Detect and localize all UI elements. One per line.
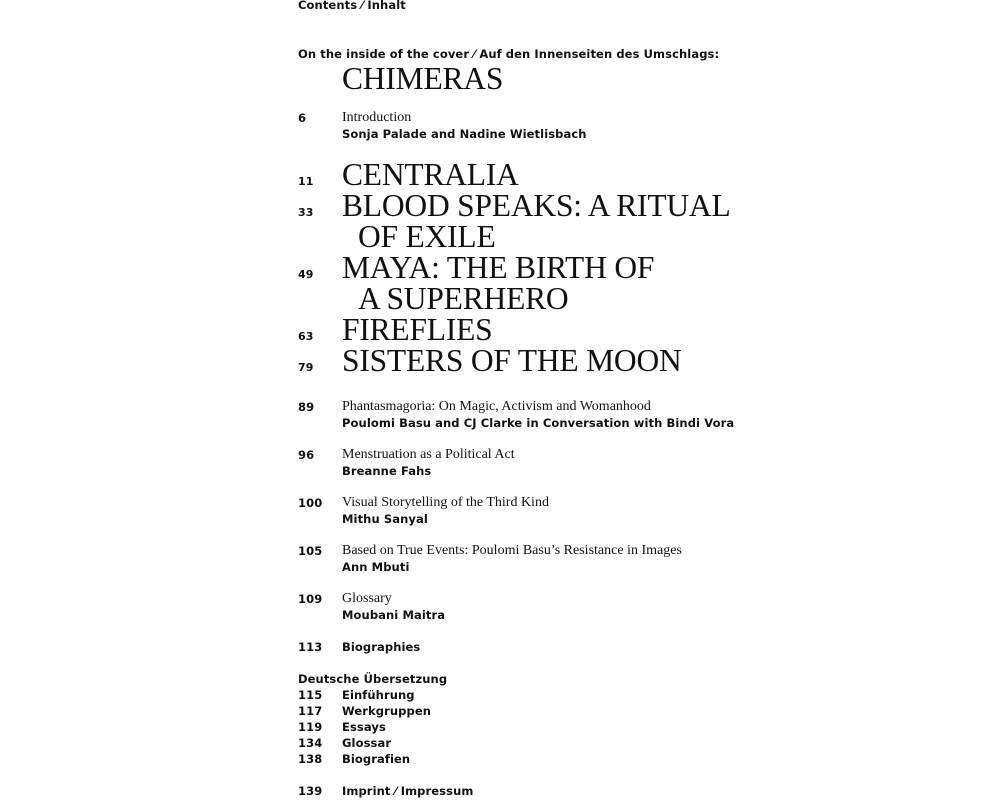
essay-title: Phantasmagoria: On Magic, Activism and Womanhood: [342, 399, 651, 414]
intro-title: Introduction: [342, 110, 412, 125]
german-page-number: 117: [298, 704, 323, 718]
imprint-page-number: 139: [298, 784, 323, 798]
essay-page-number: 100: [298, 496, 323, 510]
imprint-label: Imprint ⁄ Impressum: [342, 784, 474, 798]
work-title: CENTRALIA: [342, 157, 519, 192]
german-item-label: Essays: [342, 720, 386, 734]
work-title: SISTERS OF THE MOON: [342, 343, 682, 378]
essay-page-number: 105: [298, 544, 323, 558]
german-page-number: 119: [298, 720, 323, 734]
work-page-number: 79: [298, 361, 314, 374]
german-item-label: Biografien: [342, 752, 411, 766]
essay-authors: Mithu Sanyal: [342, 512, 428, 526]
work-title: FIREFLIES: [342, 312, 493, 347]
biographies-page-number: 113: [298, 640, 323, 654]
work-page-number: 49: [298, 268, 314, 281]
cover-label: On the inside of the cover ⁄ Auf den Innenseiten des Umschlags:: [298, 47, 720, 61]
german-item-label: Werkgruppen: [342, 704, 432, 718]
german-translation-heading: Deutsche Übersetzung: [298, 672, 448, 686]
essay-page-number: 96: [298, 448, 315, 462]
essay-title: Glossary: [342, 591, 392, 606]
work-title-continued: OF EXILE: [358, 219, 496, 254]
work-title-continued: A SUPERHERO: [358, 281, 569, 316]
essay-authors: Ann Mbuti: [342, 560, 410, 574]
biographies-label: Biographies: [342, 640, 421, 654]
intro-page-number: 6: [298, 111, 307, 125]
essay-page-number: 89: [298, 400, 315, 414]
essay-title: Based on True Events: Poulomi Basu’s Resistance in Images: [342, 543, 682, 558]
german-item-label: Einführung: [342, 688, 415, 702]
work-page-number: 63: [298, 330, 314, 343]
work-title: MAYA: THE BIRTH OF: [342, 250, 655, 285]
work-page-number: 33: [298, 206, 314, 219]
essay-authors: Moubani Maitra: [342, 608, 446, 622]
work-page-number: 11: [298, 175, 314, 188]
essay-title: Visual Storytelling of the Third Kind: [342, 495, 549, 510]
essay-authors: Breanne Fahs: [342, 464, 432, 478]
contents-heading: Contents ⁄ Inhalt: [298, 0, 406, 12]
work-title: BLOOD SPEAKS: A RITUAL: [342, 188, 731, 223]
essay-title: Menstruation as a Political Act: [342, 447, 515, 462]
german-page-number: 138: [298, 752, 323, 766]
german-item-label: Glossar: [342, 736, 392, 750]
intro-authors: Sonja Palade and Nadine Wietlisbach: [342, 127, 587, 141]
german-page-number: 134: [298, 736, 323, 750]
essay-page-number: 109: [298, 592, 323, 606]
essay-authors: Poulomi Basu and CJ Clarke in Conversation with Bindi Vora: [342, 416, 735, 430]
german-page-number: 115: [298, 688, 323, 702]
cover-title: CHIMERAS: [342, 61, 504, 96]
